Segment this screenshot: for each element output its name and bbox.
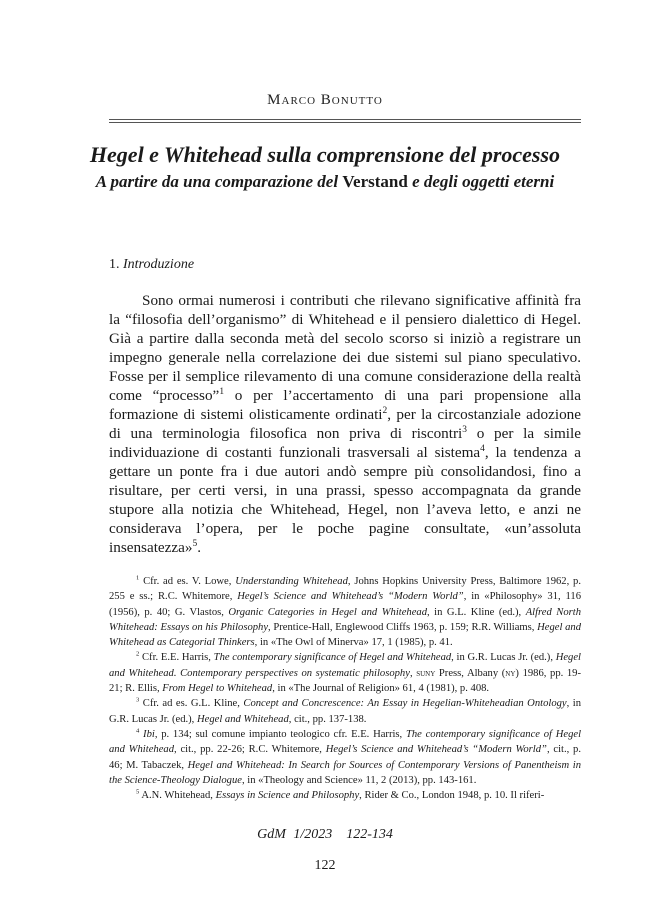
footnote-text: , <box>409 667 417 679</box>
footnote-title: Understanding Whitehead <box>235 576 348 587</box>
body-segment-1: Sono ormai numerosi i contributi che rilevano significative affinità fra la “filosofia dell’organismo” di Whitehead e il pensiero dialettico di Hegel. Già a partire dalla seconda metà del secolo scorso si iniziò a registrare un impegno generale nella correlazione dei due sistemi sul piano speculativo. Fosse per il semplice rilevamento di una comune considerazione della realtà come “processo” <box>109 292 581 404</box>
footnote-text: , in G.R. Lucas Jr. (ed.), <box>109 698 581 725</box>
section-number: 1. <box>109 257 120 272</box>
body-segment-5: , la tendenza a gettare un ponte fra i due autori andò sempre più consolidandosi, fino a risultare, per certi versi, in una prassi, spesso accompagnata da grande stupore alla notizia che Whitehead, Hegel, non l’aveva letto, e anzi ne considerava l’opera, per le poche pagine consultate, «un’assoluta insensatezza» <box>109 444 581 556</box>
article-title: Hegel e Whitehead sulla comprensione del processo <box>89 142 561 167</box>
footnote-text: Cfr. ad es. G.L. Kline, <box>139 698 244 710</box>
subtitle-part-1: A partire da una comparazione del <box>95 172 343 191</box>
footnote-title: Organic Categories in Hegel and Whitehead <box>228 606 428 618</box>
journal-issue: GdM 1/2023 <box>257 827 333 842</box>
footnote-title: Hegel’s Science and Whitehead’s “Modern World” <box>325 744 547 756</box>
footnotes <box>109 574 581 803</box>
footnote-number: 5 <box>136 788 140 796</box>
footnote-title: Alfred North Whitehead: Essays on his Philosophy <box>109 606 581 633</box>
footnote-title: Essays in Science and Philosophy <box>215 790 360 802</box>
article-subtitle <box>60 172 590 192</box>
footnote-2 <box>109 650 581 696</box>
header-rule-top <box>109 119 581 120</box>
footnote-title: The contemporary significance of Hegel and Whitehead <box>213 652 452 664</box>
footnote-text: , in «Philosophy» 31, 116 (1956), p. 40; G. Vlastos, <box>109 591 582 618</box>
footnote-text: , Johns Hopkins University Press, Baltimore 1962, p. 255 e ss.; R.C. Whitemore, <box>109 576 581 603</box>
footnote-text: , in G.L. Kline (ed.), <box>427 606 526 618</box>
footnote-text: , in «The Journal of Religion» 61, 4 (1981), p. 408. <box>272 683 490 695</box>
subtitle-part-3: e degli oggetti eterni <box>407 172 555 191</box>
footnote-title: The contemporary significance of Hegel and Whitehead <box>109 728 582 756</box>
footnote-text: , cit., p. 46; M. Tabaczek, <box>109 744 582 771</box>
footnote-text: Cfr. ad es. V. Lowe, <box>139 576 236 587</box>
footnote-text: , cit., pp. 22-26; R.C. Whitemore, <box>174 744 326 756</box>
header-rule-bottom <box>109 122 581 123</box>
footnote-title: Hegel and Whitehead <box>196 713 289 725</box>
footnote-3 <box>109 696 581 727</box>
body-segment-2: o per l’accertamento di una pari propensione alla formazione di sistemi olisticamente ordinati <box>109 387 582 423</box>
footnote-title: Hegel and Whitehead as Categorial Thinkers <box>109 621 581 649</box>
footnote-text: , cit., pp. 137-138. <box>288 713 367 725</box>
footnote-smallcaps: suny <box>416 667 436 679</box>
footnote-text: , Rider & Co., London 1948, p. 10. Il riferi- <box>359 790 545 802</box>
footnote-title: Concept and Concrescence: An Essay in Hegelian-Whiteheadian Ontology <box>243 698 567 710</box>
section-heading <box>109 257 194 273</box>
footnote-5 <box>109 788 581 803</box>
footnote-text: , p. 134; sul comune impianto teologico cfr. E.E. Harris, <box>154 728 406 740</box>
body-segment-4: o per la simile individuazione di costanti funzionali trasversali al sistema <box>109 425 581 461</box>
footnote-ref-2[interactable]: 2 <box>382 405 388 416</box>
body-text <box>109 291 581 557</box>
footnote-text: , in G.R. Lucas Jr. (ed.), <box>451 652 556 664</box>
footnote-text: Press, Albany ( <box>435 667 506 679</box>
running-head-author: Marco Bonutto <box>267 92 383 108</box>
footnote-ref-5[interactable]: 5 <box>192 538 198 549</box>
body-segment-3: , per la circostanziale adozione di una terminologia filosofica non priva di riscontri <box>109 406 581 442</box>
footnote-title: Hegel’s Science and Whitehead’s “Modern World” <box>237 591 464 603</box>
footnote-smallcaps: ny <box>505 667 516 679</box>
journal-citation <box>0 827 650 843</box>
footnote-text: ) 1986, pp. 19-21; R. Ellis, <box>109 667 582 695</box>
body-paragraph <box>109 291 581 557</box>
footnote-text: , in «The Owl of Minerva» 17, 1 (1985), p. 41. <box>254 637 453 649</box>
page-number: 122 <box>314 858 336 873</box>
footnote-text: A.N. Whitehead, <box>139 790 216 802</box>
body-segment-6: . <box>197 539 201 556</box>
footnote-ref-1[interactable]: 1 <box>219 386 225 397</box>
footnote-number: 3 <box>136 696 140 704</box>
footnote-number: 1 <box>136 574 140 582</box>
footnote-number: 4 <box>136 727 140 735</box>
footnote-title: From Hegel to Whitehead <box>162 683 273 695</box>
footnote-title: Hegel and Whitehead. Contemporary perspectives on systematic philosophy <box>109 652 581 679</box>
footnote-title: Hegel and Whitehead: In Search for Sources of Contemporary Versions of Panentheism in the Science-Theology Dialogue <box>109 759 582 786</box>
subtitle-part-2: Verstand <box>342 172 408 191</box>
footnote-ref-4[interactable]: 4 <box>480 443 485 454</box>
section-title: Introduzione <box>123 257 195 272</box>
footnote-ref-3[interactable]: 3 <box>462 424 467 435</box>
footnote-title: Ibi <box>143 728 155 740</box>
footnote-4 <box>109 727 581 788</box>
footnote-1 <box>109 574 581 650</box>
footnote-text: , in «Theology and Science» 11, 2 (2013), pp. 143-161. <box>241 774 477 786</box>
footnote-text: , Prentice-Hall, Englewood Cliffs 1963, p. 159; R.R. Williams, <box>268 621 538 633</box>
footnote-text: Cfr. E.E. Harris, <box>139 652 214 664</box>
journal-pages: 122-134 <box>346 827 393 842</box>
footnote-number: 2 <box>136 650 140 658</box>
